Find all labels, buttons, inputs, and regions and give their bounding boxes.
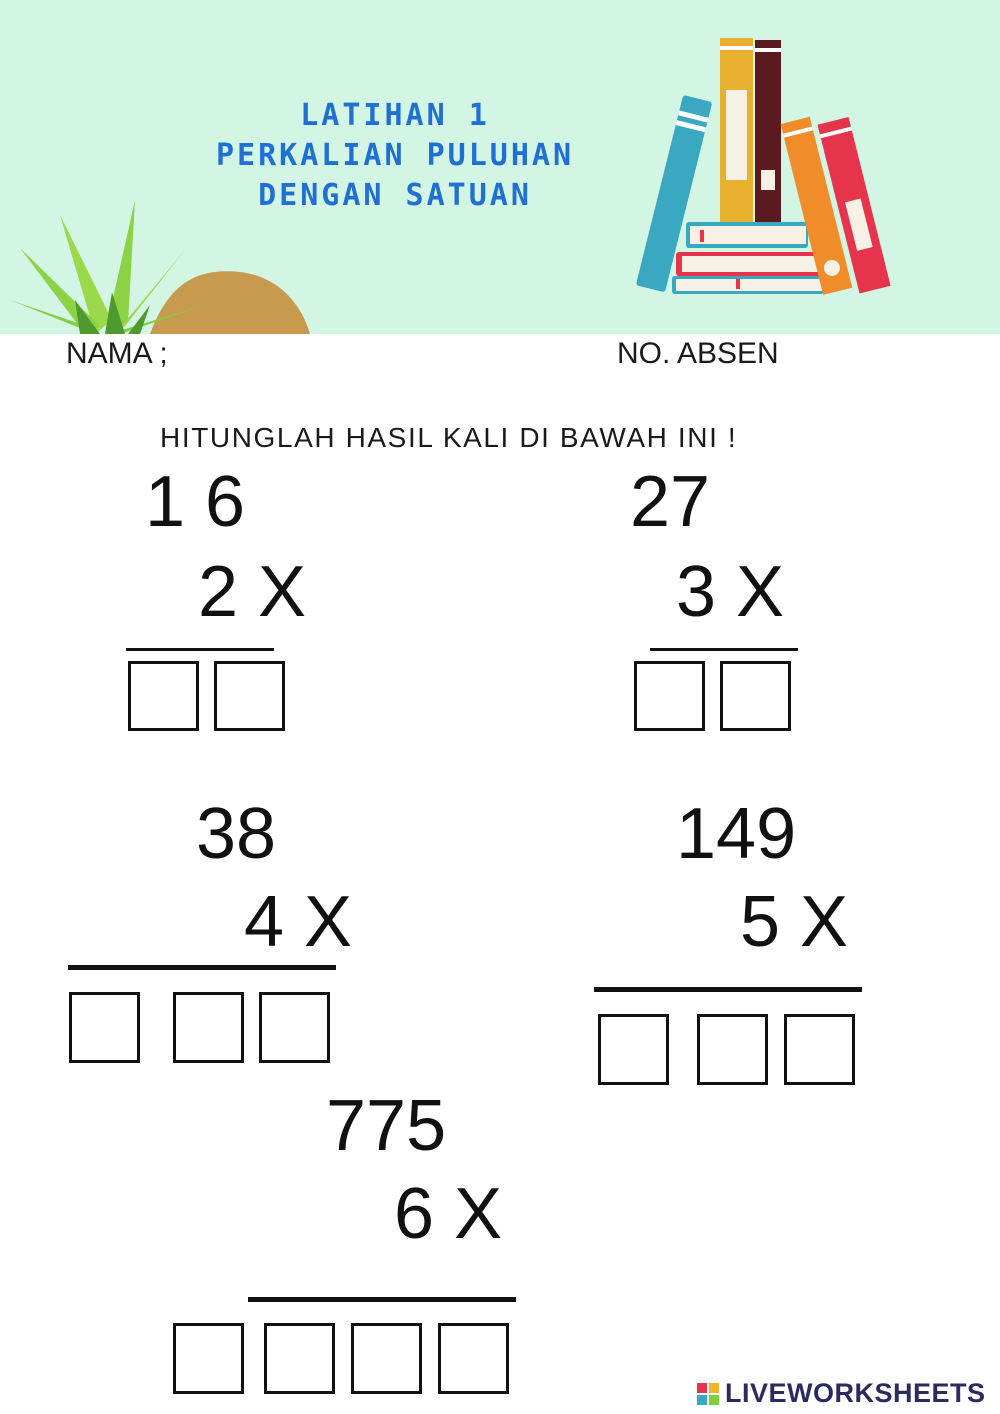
problem-2-multiplier: 3 X: [676, 552, 785, 632]
problem-5-multiplier: 6 X: [394, 1174, 503, 1254]
liveworksheets-wordmark: LIVEWORKSHEETS: [725, 1378, 986, 1408]
problem-1-answer-box-1[interactable]: [128, 661, 199, 731]
problem-5-rule: [248, 1297, 516, 1302]
problem-4-answer-box-1[interactable]: [598, 1014, 669, 1085]
problem-5-answer-box-3[interactable]: [351, 1323, 422, 1394]
absen-label: NO. ABSEN: [617, 337, 779, 370]
problem-1-answer-box-2[interactable]: [214, 661, 285, 731]
liveworksheets-brand[interactable]: [697, 1378, 986, 1409]
liveworksheets-logo-icon: [697, 1383, 719, 1405]
worksheet-title-line-2: PERKALIAN PULUHAN: [215, 138, 575, 173]
problem-3-answer-box-3[interactable]: [259, 992, 330, 1063]
problem-5-answer-box-4[interactable]: [438, 1323, 509, 1394]
problem-3-multiplier: 4 X: [244, 882, 353, 962]
worksheet-title-line-1: LATIHAN 1: [300, 98, 490, 133]
problem-3-answer-box-2[interactable]: [173, 992, 244, 1063]
problem-3-multiplicand: 38: [196, 794, 277, 874]
plant-icon: [10, 200, 205, 334]
problem-4-answer-box-2[interactable]: [697, 1014, 768, 1085]
problem-4-multiplier: 5 X: [740, 882, 849, 962]
problem-1-multiplier: 2 X: [198, 552, 307, 632]
problem-3-rule: [68, 965, 336, 970]
problem-5-answer-box-1[interactable]: [173, 1323, 244, 1394]
problem-4-multiplicand: 149: [676, 794, 797, 874]
hill-icon: [150, 271, 310, 334]
problem-2-answer-box-1[interactable]: [634, 661, 705, 731]
problem-4-rule: [594, 987, 862, 992]
problem-2-rule: [650, 648, 798, 651]
worksheet-title-line-3: DENGAN SATUAN: [258, 178, 532, 213]
header-banner: [0, 0, 1000, 334]
problem-1-rule: [126, 648, 274, 651]
problem-5-answer-box-2[interactable]: [264, 1323, 335, 1394]
problem-4-answer-box-3[interactable]: [784, 1014, 855, 1085]
problem-5-multiplicand: 775: [326, 1086, 447, 1166]
problem-2-multiplicand: 27: [630, 462, 711, 542]
instruction-text: HITUNGLAH HASIL KALI DI BAWAH INI !: [160, 422, 738, 453]
problem-1-multiplicand: 1 6: [145, 462, 246, 542]
problem-3-answer-box-1[interactable]: [69, 992, 140, 1063]
name-label: NAMA ;: [66, 337, 168, 370]
problem-2-answer-box-2[interactable]: [720, 661, 791, 731]
books-icon: [636, 38, 891, 295]
